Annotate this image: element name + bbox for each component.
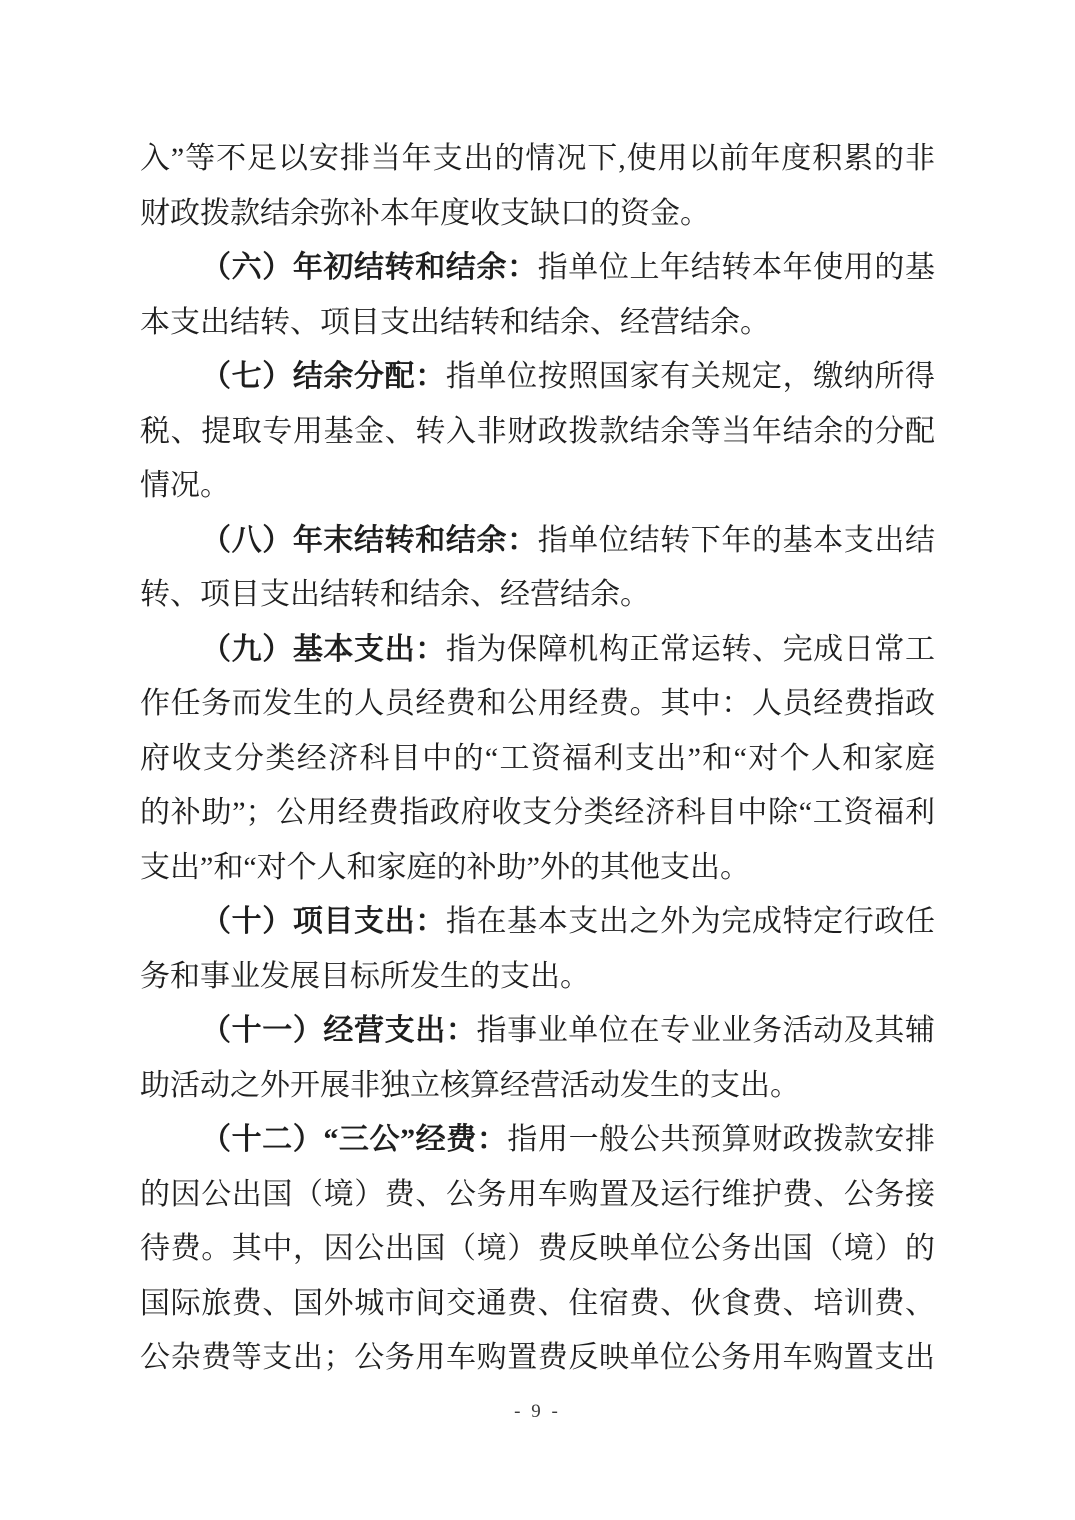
line-text: 指用一般公共预算财政拨款安排 (507, 1123, 936, 1156)
line-text: 的因公出国（境）费、公务用车购置及运行维护费、公务接 (140, 1177, 935, 1211)
text-line (140, 677, 935, 732)
line-text: 本支出结转、项目支出结转和结余、经营结余。 (140, 305, 770, 339)
term-label: （七）结余分配： (201, 360, 446, 393)
term-label: （十）项目支出： (201, 905, 446, 938)
text-line (140, 405, 935, 460)
text-line (140, 1277, 935, 1332)
text-line (140, 132, 935, 187)
line-text: 转、项目支出结转和结余、经营结余。 (140, 578, 650, 611)
term-label: （十一）经营支出： (201, 1014, 477, 1047)
text-line (140, 296, 935, 351)
line-text: 入”等不足以安排当年支出的情况下,使用以前年度积累的非 (140, 142, 935, 175)
text-line (140, 1113, 935, 1168)
text-line (140, 1168, 935, 1223)
line-text: 情况。 (140, 469, 230, 502)
term-label: （十二）“三公”经费： (201, 1123, 508, 1156)
line-text: 税、提取专用基金、转入非财政拨款结余等当年结余的分配 (140, 414, 935, 448)
line-text: 待费。其中，因公出国（境）费反映单位公务出国（境）的 (140, 1232, 935, 1265)
line-text: 助活动之外开展非独立核算经营活动发生的支出。 (140, 1068, 800, 1102)
text-line (140, 1222, 935, 1277)
line-text: 财政拨款结余弥补本年度收支缺口的资金。 (140, 196, 710, 230)
text-line (140, 895, 935, 950)
line-text: 指事业单位在专业业务活动及其辅 (476, 1014, 936, 1047)
text-line (140, 1059, 935, 1114)
line-text: 指单位上年结转本年使用的基 (537, 251, 936, 284)
line-text: 府收支分类经济科目中的“工资福利支出”和“对个人和家庭 (140, 741, 935, 775)
text-line (140, 1331, 935, 1386)
term-label: （八）年末结转和结余： (201, 523, 538, 557)
line-text: 国际旅费、国外城市间交通费、住宿费、伙食费、培训费、 (140, 1286, 935, 1320)
line-text: 指单位按照国家有关规定，缴纳所得 (445, 360, 936, 393)
text-line (140, 950, 935, 1005)
term-label: （九）基本支出： (201, 632, 446, 666)
text-line (140, 786, 935, 841)
text-line (140, 350, 935, 405)
text-line (140, 623, 935, 678)
line-text: 指在基本支出之外为完成特定行政任 (445, 905, 936, 938)
document-body (140, 132, 935, 1386)
line-text: 指单位结转下年的基本支出结 (537, 523, 936, 557)
line-text: 公杂费等支出；公务用车购置费反映单位公务用车购置支出 (140, 1341, 935, 1374)
text-line (140, 459, 935, 514)
line-text: 的补助”；公用经费指政府收支分类经济科目中除“工资福利 (140, 796, 935, 829)
text-line (140, 1004, 935, 1059)
text-line (140, 732, 935, 787)
line-text: 务和事业发展目标所发生的支出。 (140, 959, 590, 993)
text-line (140, 841, 935, 896)
text-line (140, 241, 935, 296)
text-line (140, 568, 935, 623)
term-label: （六）年初结转和结余： (201, 251, 538, 284)
line-text: 指为保障机构正常运转、完成日常工 (445, 632, 936, 666)
text-line (140, 514, 935, 569)
line-text: 支出”和“对个人和家庭的补助”外的其他支出。 (140, 850, 750, 884)
line-text: 作任务而发生的人员经费和公用经费。其中：人员经费指政 (140, 687, 935, 720)
text-line (140, 187, 935, 242)
page-number: - 9 - (514, 1401, 561, 1422)
